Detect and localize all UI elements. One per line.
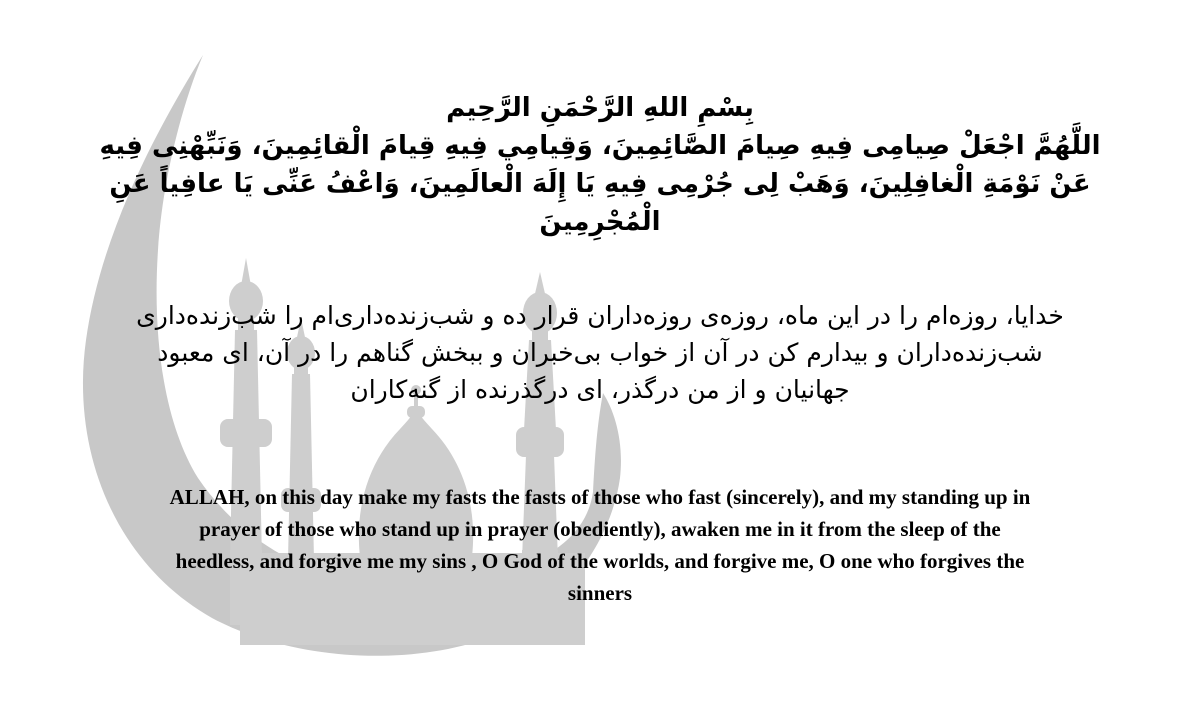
arabic-dua-line-3: الْمُجْرِمِينَ [539,207,661,237]
english-line-3: heedless, and forgive me my sins , O God of the worlds, and forgive me, O one who forgives the [175,549,1025,573]
left-minaret-balcony [220,419,272,447]
persian-line-1: خدایا، روزه‌ام را در این ماه، روزه‌ی روزه‌داران قرار ده و شب‌زنده‌داری‌ام را شب‌زنده‌داری [136,301,1064,330]
bismillah-line: بِسْمِ اللهِ الرَّحْمَنِ الرَّحِيم [446,93,754,123]
arabic-dua-line-1: اللَّهُمَّ اجْعَلْ صِيامِى فِيهِ صِيامَ الصَّائِمِينَ، وَقِيامِي فِيهِ قِيامَ الْقائِمِينَ، وَنَبِّهْنِى فِيهِ [99,131,1101,161]
persian-line-2: شب‌زنده‌داران و بیدارم کن در آن از خواب بی‌خبران و ببخش گناهم را در آن، ای معبود [157,338,1043,367]
english-translation-section [0,481,1200,609]
arabic-prayer-section [0,89,1200,241]
arabic-dua-line-2: عَنْ نَوْمَةِ الْغافِلِينَ، وَهَبْ لِى جُرْمِى فِيهِ يَا إِلَهَ الْعالَمِينَ، وَاعْفُ عَنِّى يَا عافِياً عَنِ [109,169,1091,199]
persian-line-3: جهانیان و از من درگذر، ای درگذرنده از گنه‌کاران [350,375,850,404]
right-minaret-balcony [516,427,564,457]
persian-translation-section [0,297,1200,408]
english-line-1: ALLAH, on this day make my fasts the fasts of those who fast (sincerely), and my standing up in [169,485,1031,509]
english-line-4: sinners [567,581,633,605]
english-line-2: prayer of those who stand up in prayer (obediently), awaken me in it from the sleep of the [199,517,1001,541]
